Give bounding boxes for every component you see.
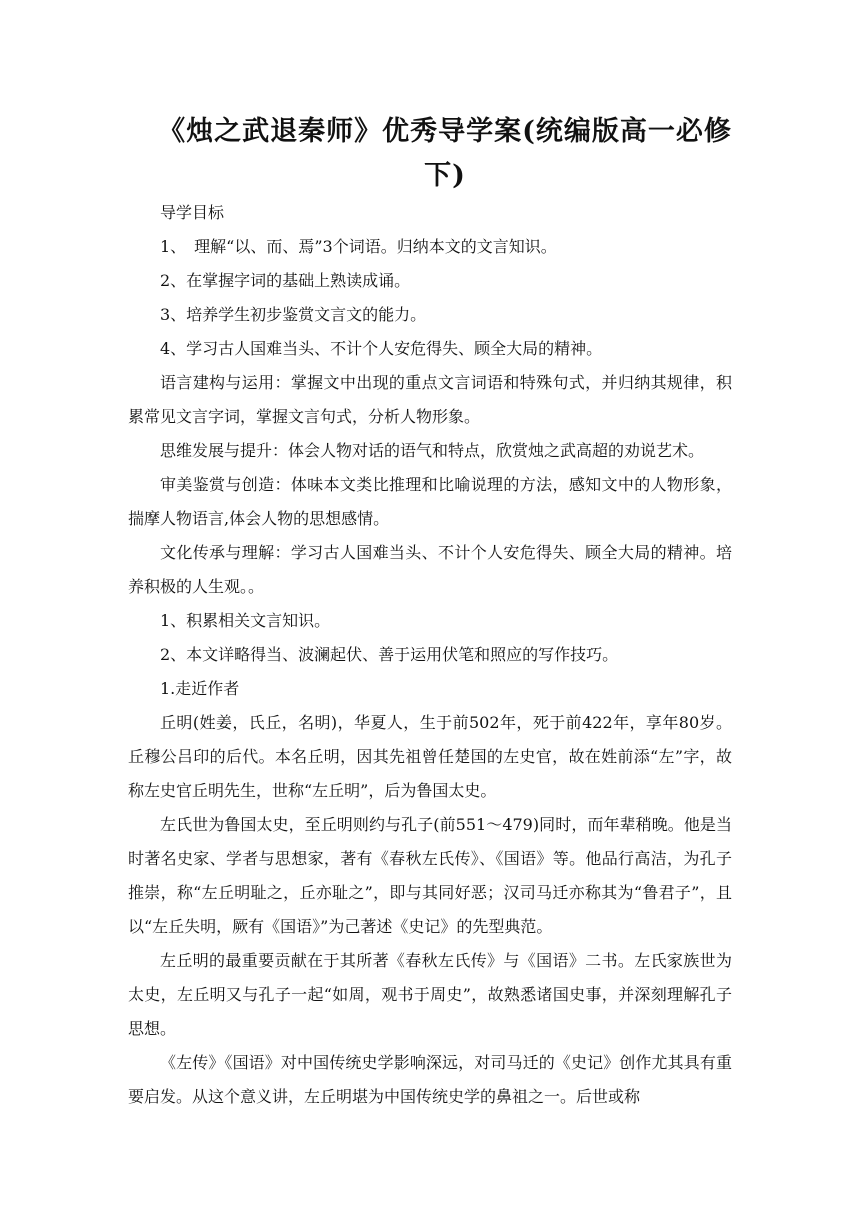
document-title-line-2: 下) [424, 160, 466, 191]
competency-aesthetics: 审美鉴赏与创造：体味本文类比推理和比喻说理的方法，感知文中的人物形象，揣摩人物语言,体会人物的思想感情。 [128, 475, 732, 528]
author-paragraph-2: 左氏世为鲁国太史，至丘明则约与孔子(前551～479)同时，而年辈稍晚。他是当时著名史家、学者与思想家，著有《春秋左氏传》、《国语》等。他品行高洁，为孔子推崇，称“左丘明耻之，丘亦耻之”，即与其同好恶；汉司马迁亦称其为“鲁君子”，且以“左丘失明，厥有《国语》”为己著述《史记》的先型典范。 [128, 815, 732, 936]
competency-thinking: 思维发展与提升：体会人物对话的语气和特点，欣赏烛之武高超的劝说艺术。 [160, 441, 705, 460]
competency-language: 语言建构与运用：掌握文中出现的重点文言词语和特殊句式，并归纳其规律，积累常见文言字词，掌握文言句式，分析人物形象。 [128, 373, 732, 426]
author-paragraph-4: 《左传》《国语》对中国传统史学影响深远，对司马迁的《史记》创作尤其具有重要启发。从这个意义讲，左丘明堪为中国传统史学的鼻祖之一。后世或称 [128, 1053, 732, 1106]
objective-item-3: 3、培养学生初步鉴赏文言文的能力。 [160, 305, 427, 324]
author-paragraph-3: 左丘明的最重要贡献在于其所著《春秋左氏传》与《国语》二书。左氏家族世为太史，左丘明又与孔子一起“如周，观书于周史”，故熟悉诸国史事，并深刻理解孔子思想。 [128, 951, 732, 1038]
key-point-1: 1、积累相关文言知识。 [160, 611, 331, 630]
objective-item-1: 1、 理解“以、而、焉”3个词语。归纳本文的文言知识。 [160, 237, 557, 256]
document-title-line-1: 《烛之武退秦师》优秀导学案(统编版高一必修 [158, 116, 732, 147]
author-paragraph-1: 丘明(姓姜，氏丘，名明)，华夏人，生于前502年，死于前422年，享年80岁。丘穆公吕印的后代。本名丘明，因其先祖曾任楚国的左史官，故在姓前添“左”字，故称左史官丘明先生，世称“左丘明”，后为鲁国太史。 [128, 713, 732, 800]
key-point-2: 2、本文详略得当、波澜起伏、善于运用伏笔和照应的写作技巧。 [160, 645, 619, 664]
competency-culture: 文化传承与理解：学习古人国难当头、不计个人安危得失、顾全大局的精神。培养积极的人生观。。 [128, 543, 732, 596]
objective-item-2: 2、在掌握字词的基础上熟读成诵。 [160, 271, 411, 290]
section-heading-objectives: 导学目标 [160, 203, 225, 222]
section-heading-author: 1.走近作者 [160, 679, 240, 698]
objective-item-4: 4、学习古人国难当头、不计个人安危得失、顾全大局的精神。 [160, 339, 603, 358]
document-body [128, 196, 732, 1114]
